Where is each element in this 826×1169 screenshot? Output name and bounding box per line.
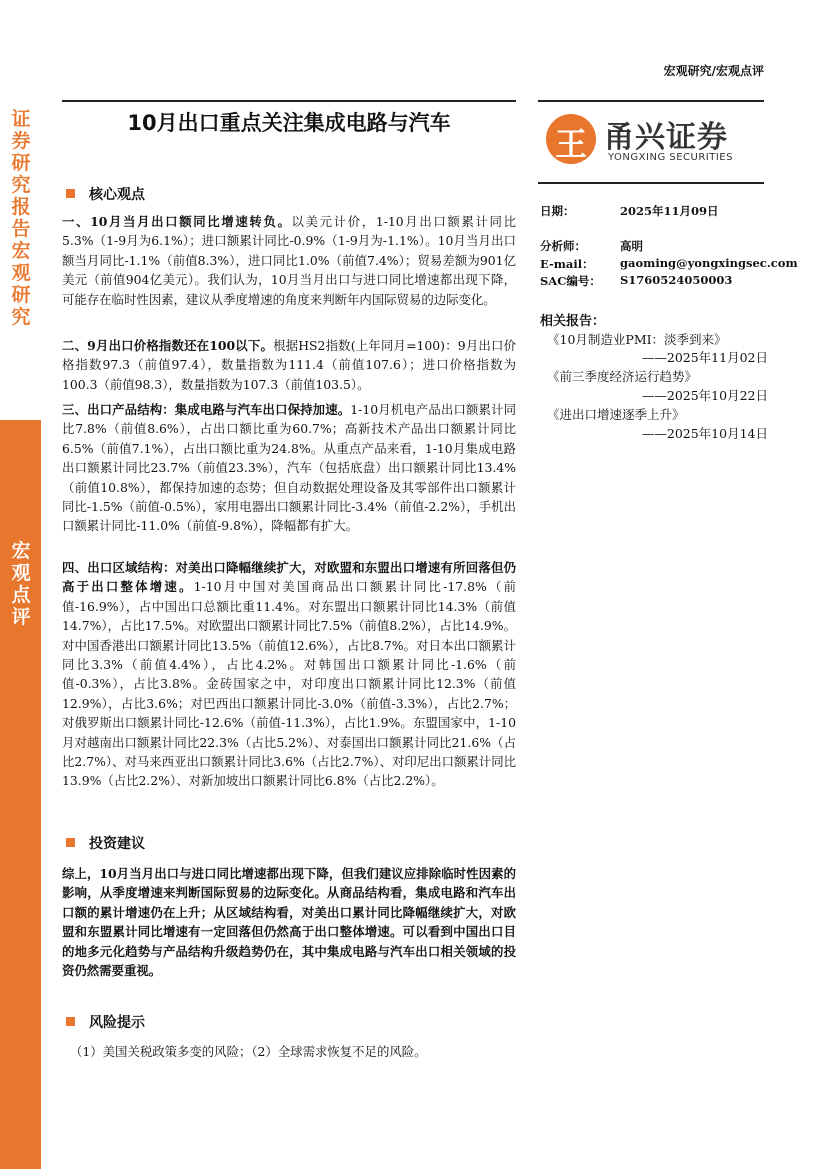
related-report-link[interactable]: 《进出口增速逐季上升》	[547, 407, 685, 422]
related-report-link[interactable]: 《前三季度经济运行趋势》	[547, 369, 698, 384]
report-title: 10月出口重点关注集成电路与汽车	[127, 111, 451, 135]
company-logo	[546, 112, 766, 170]
risk-paragraph: （1）美国关税政策多变的风险；（2）全球需求恢复不足的风险。	[70, 1044, 427, 1059]
related-report-date: ——2025年10月22日	[641, 388, 768, 403]
related-report-date: ——2025年10月14日	[641, 426, 768, 441]
info-rule	[538, 182, 764, 184]
section-heading-risk: 风险提示	[66, 1012, 145, 1032]
sidebar-bottom-label: 宏观点评	[11, 540, 31, 628]
logo-name: 甬兴证券	[604, 120, 728, 155]
section-heading-invest: 投资建议	[66, 833, 145, 853]
title-rule	[62, 100, 516, 102]
logo-subtitle: YONGXING SECURITIES	[608, 152, 733, 163]
related-report-date: ——2025年11月02日	[641, 350, 768, 365]
related-reports-title: 相关报告：	[540, 314, 606, 329]
right-top-rule	[538, 100, 764, 102]
bullet-square-icon	[66, 189, 75, 198]
section-heading-core: 核心观点	[66, 184, 145, 204]
core-paragraph-1: 一、10月当月出口额同比增速转负。以美元计价，1-10月出口额累计同比5.3%（1-9月为6.1%）；进口额累计同比-0.9%（1-9月为-1.1%）。10月当月出口额当月同比-1.1%（前值8.3%），进口同比1.0%（前值7.4%）；贸易差额为901亿美元（前值904亿美元）。我们认为，10月当月出口与进口同比增速都出现下降，可能存在临时性因素，建议从季度增速的角度来判断年内国际贸易的边际变化。	[62, 214, 516, 307]
core-paragraph-4: 四、出口区域结构：对美出口降幅继续扩大，对欧盟和东盟出口增速有所回落但仍高于出口整体增速。1-10月中国对美国商品出口额累计同比-17.8%（前值-16.9%），占中国出口总额比重11.4%。对东盟出口额累计同比14.3%（前值14.7%），占比17.5%。对欧盟出口额累计同比7.5%（前值8.2%），占比14.9%。对中国香港出口额累计同比13.5%（前值12.6%），占比8.7%。对日本出口额累计同比3.3%（前值4.4%），占比4.2%。对韩国出口额累计同比-1.6%（前值-0.3%），占比3.8%。金砖国家之中，对印度出口额累计同比12.3%（前值12.9%），占比3.6%；对巴西出口额累计同比-3.0%（前值-3.3%），占比2.7%；对俄罗斯出口额累计同比-12.6%（前值-11.3%），占比1.9%。东盟国家中，1-10月对越南出口额累计同比22.3%（占比5.2%）、对泰国出口额累计同比21.6%（占比2.7%）、对马来西亚出口额累计同比3.6%（占比2.7%）、对印尼出口额累计同比13.9%（占比2.2%）、对新加坡出口额累计同比6.8%（占比2.2%）。	[62, 560, 516, 789]
sidebar-orange-block	[0, 420, 41, 1169]
related-report-link[interactable]: 《10月制造业PMI：淡季到来》	[547, 332, 727, 347]
left-sidebar	[0, 0, 41, 1169]
invest-paragraph: 综上，10月当月出口与进口同比增速都出现下降，但我们建议应排除临时性因素的影响，从季度增速来判断国际贸易的边际变化。从商品结构看，集成电路和汽车出口额的累计增速仍在上升；从区域结构看，对美出口累计同比降幅继续扩大，对欧盟和东盟累计同比增速有一定回落但仍然高于出口整体增速。可以看到中国出口目的地多元化趋势与产品结构升级趋势仍在，其中集成电路与汽车出口相关领域的投资仍然需要重视。	[62, 866, 516, 979]
report-category: 宏观研究/宏观点评	[663, 64, 764, 78]
bullet-square-icon	[66, 838, 75, 847]
sidebar-top-label: 证券研究报告 宏观研究	[11, 108, 31, 328]
bullet-square-icon	[66, 1017, 75, 1026]
core-paragraph-2: 二、9月出口价格指数还在100以下。根据HS2指数(上年同月=100)：9月出口价格指数97.3（前值97.4），数量指数为111.4（前值107.6）；进口价格指数为100.3（前值98.3），数量指数为107.3（前值103.5）。	[62, 338, 516, 392]
core-paragraph-3: 三、出口产品结构：集成电路与汽车出口保持加速。1-10月机电产品出口额累计同比7.8%（前值8.6%），占出口额比重为60.7%；高新技术产品出口额累计同比6.5%（前值7.1%），占出口额比重为24.8%。从重点产品来看，1-10月集成电路出口额累计同比23.7%（前值23.3%），汽车（包括底盘）出口额累计同比13.4%（前值10.8%），都保持加速的态势；但自动数据处理设备及其零部件出口额累计同比-1.5%（前值-0.5%），家用电器出口额累计同比-3.4%（前值-2.2%），手机出口额累计同比-11.0%（前值-9.8%），降幅都有扩大。	[62, 402, 517, 534]
logo-mark-icon: 王	[546, 114, 596, 164]
